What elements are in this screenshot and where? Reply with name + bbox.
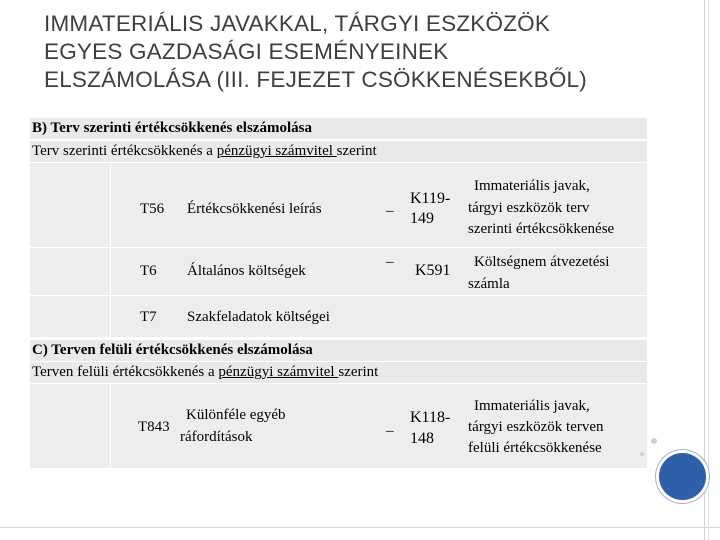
row-label-line1: Különféle egyéb (186, 407, 286, 423)
row-code: T843 (138, 419, 170, 435)
section-c-sub-prefix: Terven felüli értékcsökkenés a (32, 364, 219, 380)
row-sign: – (386, 423, 394, 439)
row-sign: – (386, 254, 394, 270)
section-c-sub-suffix: szerint (338, 364, 379, 380)
section-c-subheading-row (30, 362, 647, 383)
row-desc-line2: tárgyi eszközök terv (468, 200, 590, 216)
section-b-heading: B) Terv szerinti értékcsökkenés elszámolása (32, 120, 312, 136)
title-line-2: EGYES GAZDASÁGI ESEMÉNYEINEK (44, 39, 449, 64)
row-label: Szakfeladatok költségei (187, 309, 330, 325)
decorative-dot (651, 438, 657, 444)
section-c-table (30, 384, 647, 468)
row-account-top: K591 (415, 262, 451, 279)
row-code: T56 (140, 201, 165, 217)
title-line-3: ELSZÁMOLÁSA (III. FEJEZET CSÖKKENÉSEKBŐL) (44, 67, 587, 92)
section-b-sub-suffix: szerint (336, 143, 377, 159)
row-desc-line1: Költségnem átvezetési (474, 254, 610, 270)
frame-line-right-inner (708, 0, 709, 540)
row-account-bottom: 149 (410, 210, 434, 227)
row-account-top: K118- (410, 409, 451, 426)
slide-title (44, 10, 684, 94)
row-code: T7 (140, 309, 157, 325)
section-b-heading-row (30, 118, 647, 139)
row-desc-line2: tárgyi eszközök terven (468, 419, 604, 435)
section-b-table (30, 163, 647, 337)
frame-line-bottom (0, 527, 720, 528)
row-desc-line3: felüli értékcsökkenése (468, 440, 602, 456)
section-b-subheading-row (30, 141, 647, 162)
frame-line-right (704, 0, 705, 540)
row-code: T6 (140, 263, 157, 279)
row-account-bottom: 148 (410, 430, 434, 447)
section-b-sub-underlined: pénzügyi számvitel (216, 143, 337, 159)
title-line-1: IMMATERIÁLIS JAVAKKAL, TÁRGYI ESZKÖZÖK (44, 11, 551, 36)
row-label: Értékcsökkenési leírás (187, 201, 322, 217)
row-desc-line2: számla (468, 276, 510, 292)
section-c-heading: C) Terven felüli értékcsökkenés elszámolása (32, 342, 313, 358)
row-account-top: K119- (410, 190, 451, 207)
row-label-line2: ráfordítások (180, 429, 253, 445)
row-label: Általános költségek (187, 263, 306, 279)
decorative-circle (656, 450, 709, 503)
section-c-heading-row (30, 340, 647, 361)
section-b-sub-prefix: Terv szerinti értékcsökkenés a (32, 143, 217, 159)
section-c-sub-underlined: pénzügyi számvitel (218, 364, 339, 380)
row-sign: – (386, 203, 394, 219)
row-desc-line1: Immateriális javak, (474, 178, 590, 194)
decorative-dot (640, 452, 644, 456)
row-desc-line3: szerinti értékcsökkenése (468, 221, 615, 237)
row-desc-line1: Immateriális javak, (474, 398, 590, 414)
